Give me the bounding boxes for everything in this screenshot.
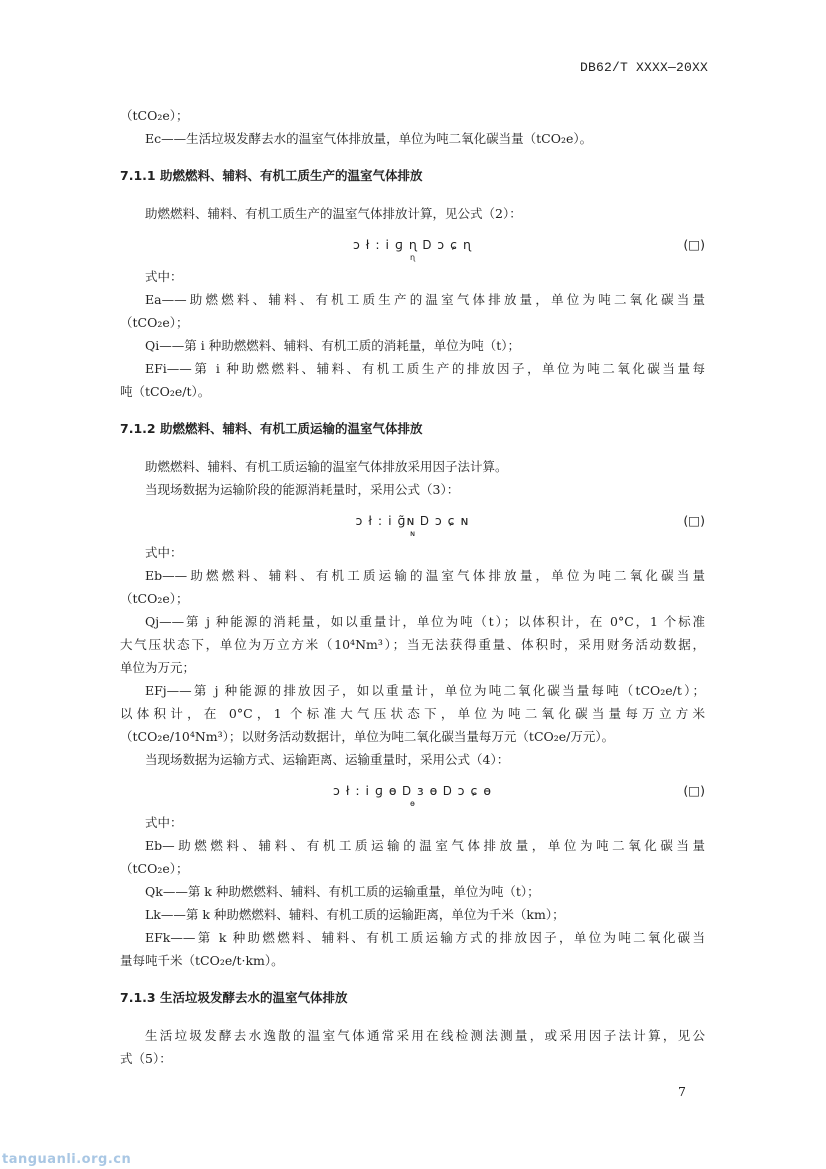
paragraph: 当现场数据为运输方式、运输距离、运输重量时，采用公式（4）：: [145, 752, 510, 767]
paragraph-cont: 式（5）：: [120, 1051, 172, 1066]
term-definition-efi: EFi——第 i 种助燃燃料、辅料、有机工质生产的排放因子，单位为吨二氧化碳当量每: [145, 361, 705, 376]
formula-subscript: ɳ: [410, 253, 416, 262]
term-definition-efj: EFj——第 j 种能源的排放因子，如以重量计，单位为吨二氧化碳当量每吨（tCO₂e/t）；: [145, 683, 705, 698]
term-definition-ea: Ea——助燃燃料、辅料、有机工质生产的温室气体排放量，单位为吨二氧化碳当量: [145, 292, 705, 307]
formula-expression: ɔ ł ꞉ i ɡ̃ɴ Ꭰ ɔ ɕ ɴ: [355, 513, 470, 528]
term-definition-efk: EFk——第 k 种助燃燃料、辅料、有机工质运输方式的排放因子，单位为吨二氧化碳当: [145, 930, 705, 945]
section-heading-7-1-1: 7.1.1 助燃燃料、辅料、有机工质生产的温室气体排放: [120, 168, 423, 183]
term-definition-efj-cont: 以体积计，在 0°C，1 个标准大气压状态下，单位为吨二氧化碳当量每万立方米: [120, 706, 705, 721]
formula-expression: ɔ ł ꞉ i ɡ ɳ Ꭰ ɔ ɕ ɳ: [352, 237, 473, 252]
formula-2: [120, 225, 705, 265]
term-definition-qi: Qi——第 i 种助燃燃料、辅料、有机工质的消耗量，单位为吨（t）；: [145, 338, 520, 353]
paragraph: 当现场数据为运输阶段的能源消耗量时，采用公式（3）：: [145, 482, 460, 497]
term-definition-efk-cont: 量每吨千米（tCO₂e/t·km）。: [120, 953, 284, 968]
document-body: [120, 104, 705, 1070]
paragraph: 助燃燃料、辅料、有机工质生产的温室气体排放计算，见公式（2）：: [145, 206, 522, 221]
where-label: 式中：: [145, 815, 183, 830]
formula-number: (□): [683, 783, 705, 798]
text-line: （tCO₂e）；: [120, 108, 189, 123]
paragraph: 生活垃圾发酵去水逸散的温室气体通常采用在线检测法测量，或采用因子法计算，见公: [145, 1028, 705, 1043]
term-definition-eb: Eb—助燃燃料、辅料、有机工质运输的温室气体排放量，单位为吨二氧化碳当量: [145, 838, 705, 853]
document-code-header: DB62/T XXXX—20XX: [579, 60, 708, 75]
term-definition-qk: Qk——第 k 种助燃燃料、辅料、有机工质的运输重量，单位为吨（t）；: [145, 884, 540, 899]
term-definition-ea-cont: （tCO₂e）；: [120, 315, 189, 330]
term-definition-eb-cont: （tCO₂e）；: [120, 861, 189, 876]
page-number: 7: [678, 1084, 686, 1099]
term-definition-efi-cont: 吨（tCO₂e/t）。: [120, 384, 211, 399]
term-definition-lk: Lk——第 k 种助燃燃料、辅料、有机工质的运输距离，单位为千米（km）；: [145, 907, 565, 922]
term-definition-efj-cont: （tCO₂e/10⁴Nm³）；以财务活动数据计，单位为吨二氧化碳当量每万元（tCO₂e/万元）。: [120, 729, 615, 744]
where-label: 式中：: [145, 545, 183, 560]
formula-expression: ɔ ł ꞉ i ɡ ɵ Ꭰ ɜ ɵ Ꭰ ɔ ɕ ɵ: [333, 783, 492, 798]
term-definition-ec: Ec——生活垃圾发酵去水的温室气体排放量，单位为吨二氧化碳当量（tCO₂e）。: [145, 131, 593, 146]
paragraph: 助燃燃料、辅料、有机工质运输的温室气体排放采用因子法计算。: [145, 459, 508, 474]
term-definition-eb: Eb——助燃燃料、辅料、有机工质运输的温室气体排放量，单位为吨二氧化碳当量: [145, 568, 705, 583]
section-heading-7-1-2: 7.1.2 助燃燃料、辅料、有机工质运输的温室气体排放: [120, 421, 423, 436]
watermark-text: tanguanli.org.cn: [2, 1152, 132, 1167]
term-definition-qj-cont: 单位为万元；: [120, 660, 196, 675]
formula-number: (□): [683, 513, 705, 528]
formula-4: [120, 771, 705, 811]
section-heading-7-1-3: 7.1.3 生活垃圾发酵去水的温室气体排放: [120, 990, 348, 1005]
term-definition-qj: Qj——第 j 种能源的消耗量，如以重量计，单位为吨（t）；以体积计，在 0°C，1 个标准: [145, 614, 705, 629]
where-label: 式中：: [145, 269, 183, 284]
formula-subscript: ɵ: [410, 799, 415, 808]
formula-subscript: ɴ: [410, 529, 416, 538]
formula-3: [120, 501, 705, 541]
term-definition-qj-cont: 大气压状态下，单位为万立方米（10⁴Nm³）；当无法获得重量、体积时，采用财务活动数据，: [120, 637, 705, 652]
term-definition-eb-cont: （tCO₂e）；: [120, 591, 189, 606]
formula-number: (□): [683, 237, 705, 252]
